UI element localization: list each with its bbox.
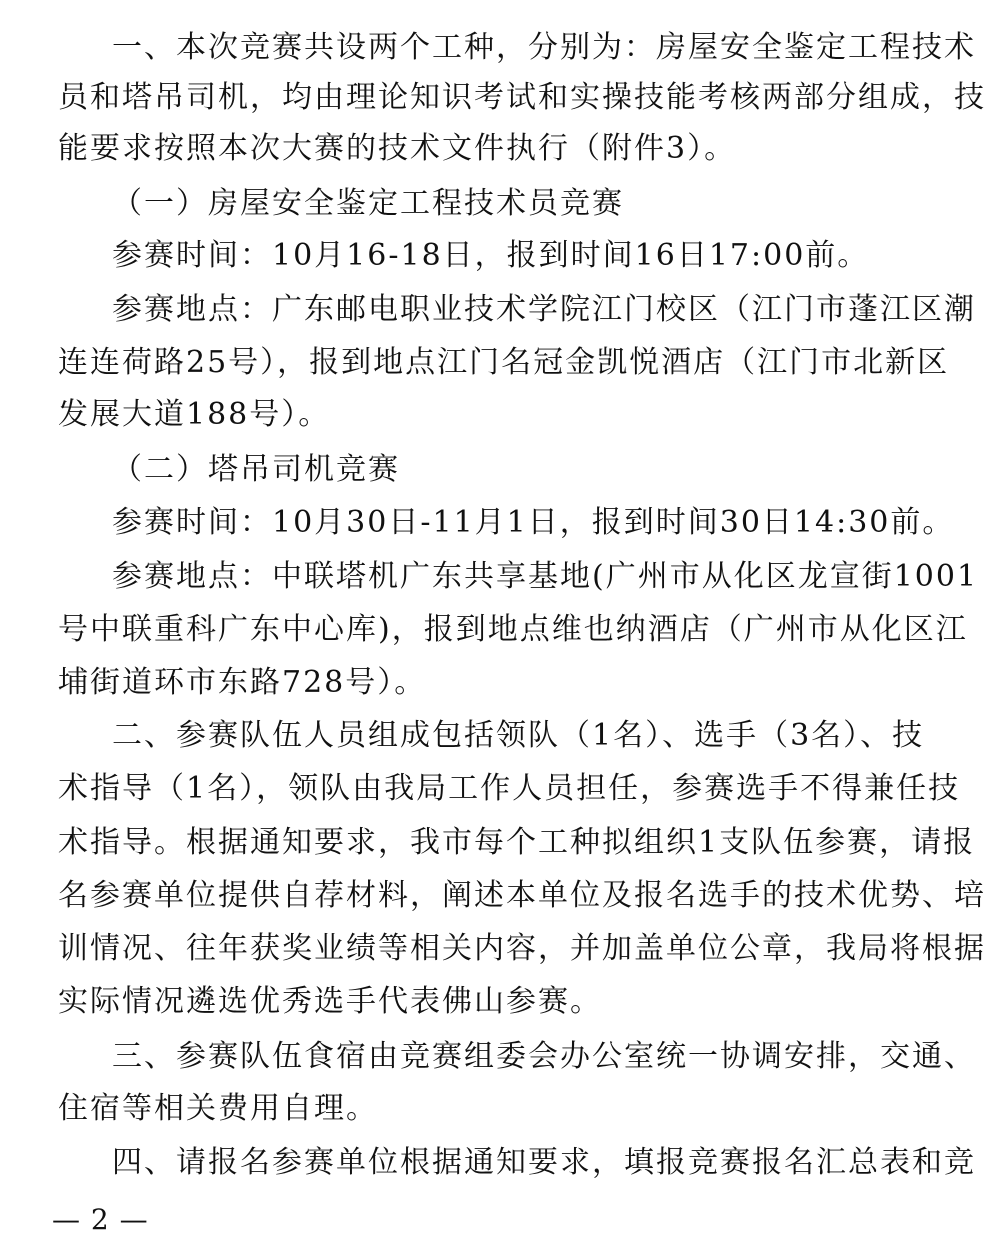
contest-2-location-line-3: 埔街道环市东路728号）。	[58, 665, 427, 700]
paragraph-1-line-3: 能要求按照本次大赛的技术文件执行（附件3）。	[58, 131, 737, 166]
contest-1-time: 参赛时间：10月16-18日，报到时间16日17:00前。	[112, 238, 870, 273]
contest-2-time: 参赛时间：10月30日-11月1日，报到时间30日14:30前。	[112, 505, 955, 540]
paragraph-2-line-2: 术指导（1名），领队由我局工作人员担任，参赛选手不得兼任技	[58, 771, 961, 806]
page-number: — 2 —	[52, 1203, 149, 1236]
paragraph-3-line-2: 住宿等相关费用自理。	[58, 1091, 378, 1126]
paragraph-1-line-2: 员和塔吊司机，均由理论知识考试和实操技能考核两部分组成，技	[58, 80, 986, 115]
paragraph-3-line-1: 三、参赛队伍食宿由竞赛组委会办公室统一协调安排，交通、	[112, 1039, 976, 1074]
paragraph-2-line-4: 名参赛单位提供自荐材料，阐述本单位及报名选手的技术优势、培	[58, 878, 986, 913]
paragraph-2-line-5: 训情况、往年获奖业绩等相关内容，并加盖单位公章，我局将根据	[58, 931, 986, 966]
section-heading-1: （一）房屋安全鉴定工程技术员竞赛	[112, 186, 624, 221]
paragraph-1-line-1: 一、本次竞赛共设两个工种，分别为：房屋安全鉴定工程技术	[112, 30, 976, 65]
contest-2-location-line-2: 号中联重科广东中心库)，报到地点维也纳酒店（广州市从化区江	[58, 612, 968, 647]
contest-1-location-line-1: 参赛地点：广东邮电职业技术学院江门校区（江门市蓬江区潮	[112, 292, 976, 327]
paragraph-4-line-1: 四、请报名参赛单位根据通知要求，填报竞赛报名汇总表和竞	[112, 1145, 976, 1180]
paragraph-2-line-3: 术指导。根据通知要求，我市每个工种拟组织1支队伍参赛，请报	[58, 825, 976, 860]
contest-1-location-line-2: 连连荷路25号），报到地点江门名冠金凯悦酒店（江门市北新区	[58, 345, 950, 380]
section-heading-2: （二）塔吊司机竞赛	[112, 452, 400, 487]
paragraph-2-line-1: 二、参赛队伍人员组成包括领队（1名）、选手（3名）、技	[112, 718, 925, 753]
contest-1-location-line-3: 发展大道188号）。	[58, 397, 331, 432]
paragraph-2-line-6: 实际情况遴选优秀选手代表佛山参赛。	[58, 984, 602, 1019]
contest-2-location-line-1: 参赛地点：中联塔机广东共享基地(广州市从化区龙宣街1001	[112, 559, 979, 594]
